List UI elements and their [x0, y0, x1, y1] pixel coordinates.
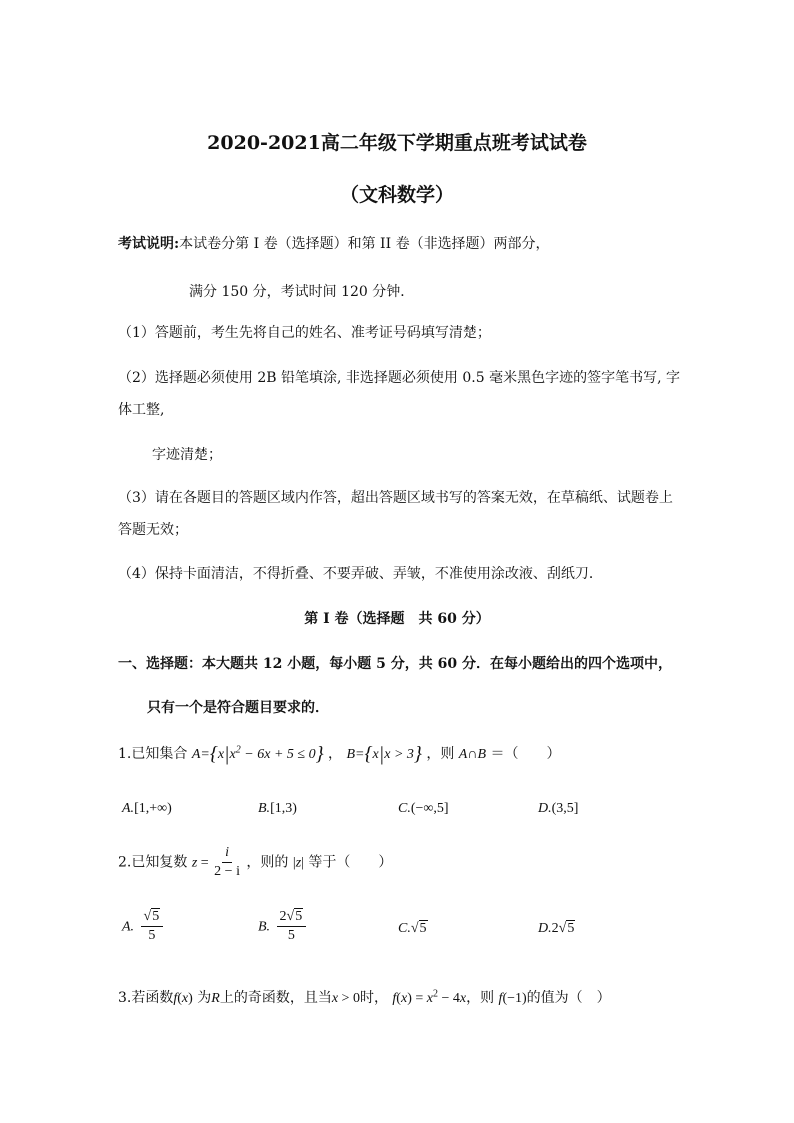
- q1-option-a[interactable]: A.[1,+∞): [122, 801, 172, 816]
- question-1: 1.已知集合 $A=\{x|x^2 - 6x + 5 \le 0\}$ ， B={x|x > 3} ，则 A∩B ＝（ ）: [118, 743, 561, 765]
- instruction-item-3a: （3）请在各题目的答题区域内作答，超出答题区域书写的答案无效，在草稿纸、试题卷上: [118, 490, 673, 506]
- instruction-item-1: （1）答题前，考生先将自己的姓名、准考证号码填写清楚；: [118, 325, 491, 341]
- q2-option-c[interactable]: C.√5: [398, 921, 427, 936]
- complex-fraction: $\frac{i}{2 - i}$: [214, 845, 240, 879]
- instruction-item-2a: （2）选择题必须使用 2B 铅笔填涂, 非选择题必须使用 0.5 毫米黑色字迹的签字笔书写, 字: [118, 370, 680, 386]
- section-heading: 第 I 卷（选择题 共 60 分）: [304, 611, 490, 627]
- question-3-lead: 3.若函数: [118, 990, 174, 1006]
- instruction-item-4: （4）保持卡面清洁，不得折叠、不要弄破、弄皱，不准使用涂改液、刮纸刀．: [118, 566, 603, 582]
- question-2-mid: ，则的: [246, 854, 289, 871]
- instruction-item-2b: 体工整,: [118, 402, 165, 418]
- q2-option-a[interactable]: A. $\frac{√5}{5}$: [122, 910, 165, 943]
- instructions-line-1: [118, 233, 550, 253]
- question-1-tail: ＝（ ）: [490, 746, 561, 762]
- question-1-lead: 1.已知集合: [118, 746, 188, 762]
- question-2: 2.已知复数 z = $\frac{i}{2 - i}$ ，则的 |z| 等于（ ）: [118, 845, 393, 879]
- intersection-formula: A∩B: [458, 747, 487, 762]
- q2-option-b[interactable]: B. $\frac{2√5}{5}$: [258, 910, 308, 943]
- instruction-item-3b: 答题无效；: [118, 522, 188, 538]
- instructions-label: 考试说明:: [118, 236, 180, 252]
- q2-option-d[interactable]: D.2√5: [538, 921, 575, 936]
- question-2-lead: 2.已知复数: [118, 854, 188, 871]
- part-one-instructions-cont: 只有一个是符合题目要求的．: [147, 700, 329, 716]
- q1-option-b[interactable]: B.[1,3): [258, 801, 297, 816]
- question-1-mid: ，则: [426, 746, 455, 762]
- question-2-tail: 等于（ ）: [308, 854, 393, 871]
- instructions-text: 本试卷分第 I 卷（选择题）和第 II 卷（非选择题）两部分，: [179, 236, 550, 252]
- question-3: 3.若函数f(x) 为R上的奇函数，且当x > 0时， $f(x) = x^2 - 4x$，则 f(−1)的值为（ ）: [118, 988, 611, 1006]
- instructions-line-2: 满分 150 分，考试时间 120 分钟．: [189, 284, 415, 300]
- part-one-instructions: 一、选择题：本大题共 12 小题，每小题 5 分，共 60 分．在每小题给出的四个选项中，: [118, 656, 672, 672]
- set-a-formula: $A=\{x|x^2 - 6x + 5 \le 0\}$: [191, 743, 324, 765]
- q1-option-c[interactable]: C.(−∞,5]: [398, 801, 449, 816]
- exam-title: 2020-2021高二年级下学期重点班考试试卷: [207, 132, 587, 154]
- instruction-item-2c: 字迹清楚；: [152, 447, 222, 463]
- exam-subtitle: （文科数学）: [339, 184, 454, 206]
- question-3-tail: 的值为（ ）: [526, 990, 611, 1006]
- q1-option-d[interactable]: D.(3,5]: [538, 801, 579, 816]
- set-b-formula: B={x|x > 3}: [346, 743, 422, 765]
